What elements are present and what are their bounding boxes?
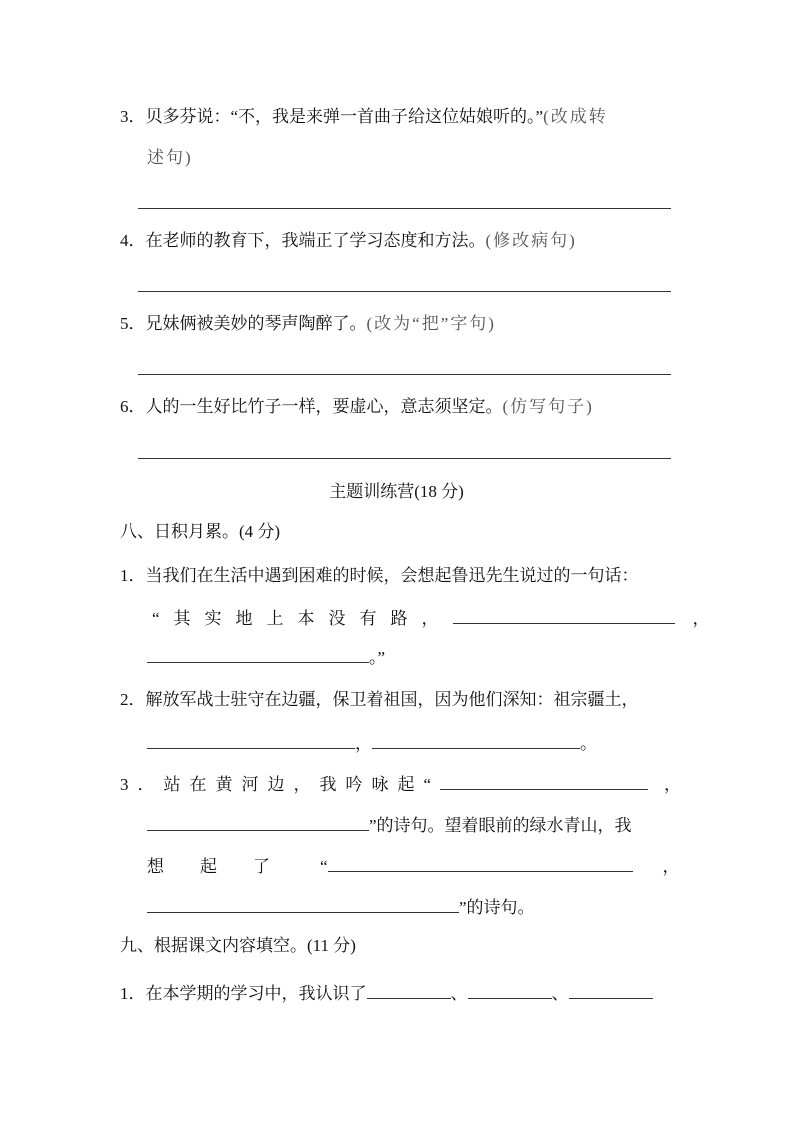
section-heading: 主题训练营(18 分) xyxy=(329,482,464,501)
question-text: 1．在本学期的学习中，我认识了 xyxy=(120,984,367,1003)
question-7-4 xyxy=(120,230,577,252)
question-instruction-cont: 述句) xyxy=(147,148,193,167)
punct: 。” xyxy=(369,648,386,667)
answer-line[interactable] xyxy=(138,458,671,459)
question-text: ”的诗句。 xyxy=(459,898,535,917)
blank-field[interactable] xyxy=(147,646,369,663)
question-text: 5．兄妹俩被美妙的琴声陶醉了。 xyxy=(120,314,367,333)
question-8-3 xyxy=(120,773,681,796)
question-8-3-line2 xyxy=(147,814,632,837)
question-text: 4．在老师的教育下，我端正了学习态度和方法。 xyxy=(120,231,486,250)
question-instruction: (仿写句子) xyxy=(502,397,594,416)
quote-text: “其实地上本没有路， xyxy=(152,609,453,628)
section-8-title: 八、日积月累。(4 分) xyxy=(120,522,281,541)
question-text: ”的诗句。望着眼前的绿水青山，我 xyxy=(369,816,632,835)
punct: ， xyxy=(664,775,682,794)
punct: ， xyxy=(692,609,710,628)
blank-field[interactable] xyxy=(569,982,653,999)
question-8-2: 2．解放军战士驻守在边疆，保卫着祖国，因为他们深知：祖宗疆土， xyxy=(120,690,639,709)
blank-field[interactable] xyxy=(147,732,355,749)
question-8-1: 1．当我们在生活中遇到困难的时候，会想起鲁迅先生说过的一句话： xyxy=(120,566,639,585)
answer-line[interactable] xyxy=(138,374,671,375)
punct: ， xyxy=(662,857,680,876)
question-7-5 xyxy=(120,313,496,335)
question-8-1-line2 xyxy=(152,607,710,630)
blank-field[interactable] xyxy=(372,732,580,749)
blank-field[interactable] xyxy=(367,982,451,999)
question-instruction: (改为“把”字句) xyxy=(366,314,496,333)
question-instruction: (改成转 xyxy=(543,107,608,126)
section-9-title: 九、根据课文内容填空。(11 分) xyxy=(120,936,356,955)
blank-field[interactable] xyxy=(147,896,459,913)
blank-field[interactable] xyxy=(468,982,552,999)
question-7-6 xyxy=(120,396,594,418)
blank-field[interactable] xyxy=(328,855,633,872)
blank-field[interactable] xyxy=(440,773,648,790)
blank-field[interactable] xyxy=(147,814,369,831)
question-8-3-line4 xyxy=(147,896,535,919)
punct: 。 xyxy=(580,734,597,753)
question-8-2-line2 xyxy=(147,732,597,755)
question-text: 3．站在黄河边，我吟咏起“ xyxy=(120,775,441,794)
blank-field[interactable] xyxy=(453,607,675,624)
question-text: 6．人的一生好比竹子一样，要虚心，意志须坚定。 xyxy=(120,397,503,416)
question-text: 想起了 xyxy=(147,857,306,876)
answer-line[interactable] xyxy=(138,208,671,209)
punct: 、 xyxy=(450,984,468,1003)
question-8-3-line3 xyxy=(147,855,680,878)
question-8-1-line3 xyxy=(147,646,385,669)
question-instruction: (修改病句) xyxy=(485,231,577,250)
punct: “ xyxy=(320,857,328,876)
answer-line[interactable] xyxy=(138,291,671,292)
punct: 、 xyxy=(551,984,569,1003)
punct: ， xyxy=(355,734,372,753)
question-text: 3．贝多芬说：“不，我是来弹一首曲子给这位姑娘听的。” xyxy=(120,107,544,126)
question-7-3 xyxy=(120,106,608,128)
question-9-1 xyxy=(120,982,653,1005)
